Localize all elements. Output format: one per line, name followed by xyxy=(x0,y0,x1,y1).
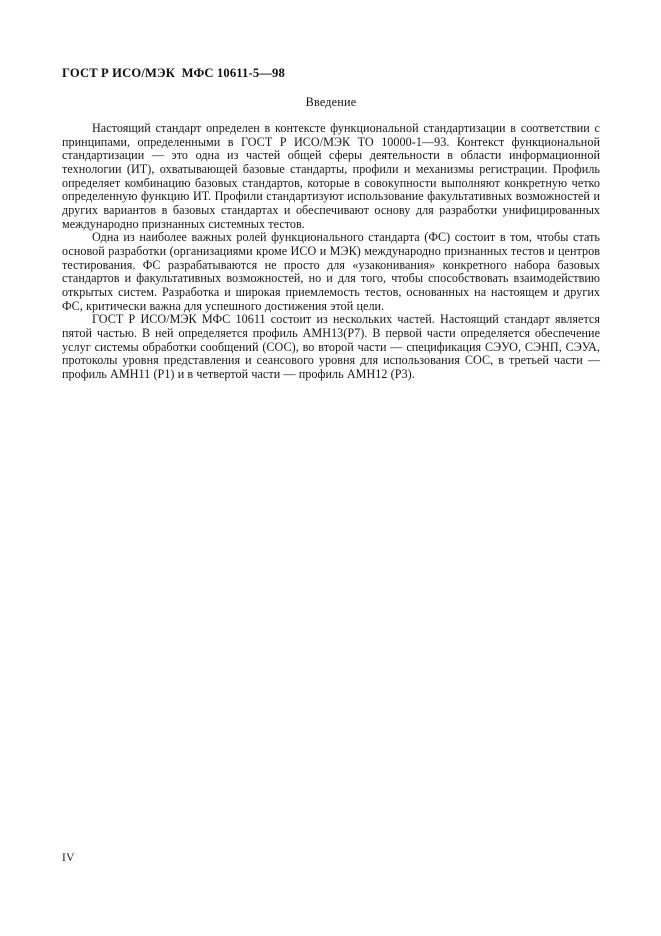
body-text-block xyxy=(62,122,600,381)
paragraph: Одна из наиболее важных ролей функционального стандарта (ФС) состоит в том, чтобы стать основой разработки (организациями кроме ИСО и МЭК) международно признанных тестов и центров тестирования. ФС разрабатываются не просто для «узаконивания» конкретного набора базовых стандартов и факультативных возможностей, но и для того, чтобы способствовать взаимодействию открытых систем. Разработка и широкая приемлемость тестов, основанных на настоящем и других ФС, критически важна для успешного достижения этой цели. xyxy=(62,230,600,313)
paragraph: Настоящий стандарт определен в контексте функциональной стандартизации в соответствии с принципами, определенными в ГОСТ Р ИСО/МЭК ТО 10000-1—93. Контекст функциональной стандартизации — это одна из частей общей сферы деятельности в области информационной технологии (ИТ), охватывающей базовые стандарты, профили и механизмы регистрации. Профиль определяет комбинацию базовых стандартов, которые в совокупности выполняют конкретную четко определенную функцию ИТ. Профили стандартизуют использование факультативных возможностей и других вариантов в базовых стандартах и обеспечивают основу для разработки унифицированных международно признанных системных тестов. xyxy=(62,121,600,231)
page-number: IV xyxy=(62,852,75,864)
running-head-standard-number: ГОСТ Р ИСО/МЭК МФС 10611-5—98 xyxy=(62,66,285,80)
section-heading-introduction: Введение xyxy=(305,95,357,109)
paragraph: ГОСТ Р ИСО/МЭК МФС 10611 состоит из нескольких частей. Настоящий стандарт является пятой частью. В ней определяется профиль АМН13(Р7). В первой части определяется обеспечение услуг системы обработки сообщений (СОС), во второй части — спецификация СЭУО, СЭНП, СЭУА, протоколы уровня представления и сеансового уровня для использования СОС, в третьей части — профиль АМН11 (Р1) и в четвертой части — профиль АМН12 (Р3). xyxy=(62,312,600,381)
